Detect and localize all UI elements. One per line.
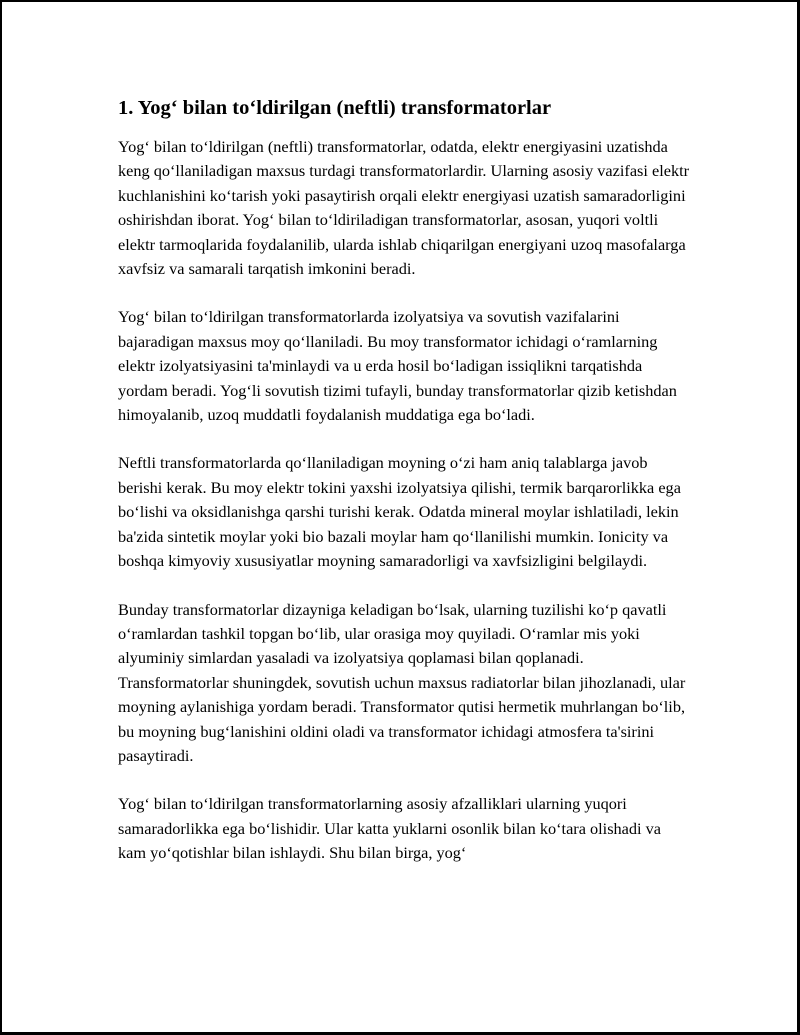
paragraph-1: Yog‘ bilan to‘ldirilgan (neftli) transformatorlar, odatda, elektr energiyasini uzatishda keng qo‘llaniladigan maxsus turdagi transformatorlardir. Ularning asosiy vazifasi elektr kuchlanishini ko‘tarish yoki pasaytirish orqali elektr energiyasi uzatish samaradorligini oshirishdan iborat. Yog‘ bilan to‘ldiriladigan transformatorlar, asosan, yuqori voltli elektr tarmoqlarida foydalanilib, ularda ishlab chiqarilgan energiyani uzoq masofalarga xavfsiz va samarali tarqatish imkonini beradi. bbox=[118, 137, 690, 279]
section-heading: 1. Yog‘ bilan to‘ldirilgan (neftli) transformatorlar bbox=[118, 97, 552, 119]
paragraph-2: Yog‘ bilan to‘ldirilgan transformatorlarda izolyatsiya va sovutish vazifalarini bajaradigan maxsus moy qo‘llaniladi. Bu moy transformator ichidagi o‘ramlarning elektr izolyatsiyasini ta'minlaydi va u erda hosil bo‘ladigan issiqlikni tarqatishda yordam beradi. Yog‘li sovutish tizimi tufayli, bunday transformatorlar qizib ketishdan himoyalanib, uzoq muddatli foydalanish muddatiga ega bo‘ladi. bbox=[118, 307, 677, 425]
paragraph-5: Yog‘ bilan to‘ldirilgan transformatorlarning asosiy afzalliklari ularning yuqori samaradorlikka ega bo‘lishidir. Ular katta yuklarni osonlik bilan ko‘tara olishadi va kam yo‘qotishlar bilan ishlaydi. Shu bilan birga, yog‘ bbox=[118, 794, 662, 863]
paragraph-3: Neftli transformatorlarda qo‘llaniladigan moyning o‘zi ham aniq talablarga javob berishi kerak. Bu moy elektr tokini yaxshi izolyatsiya qilishi, termik barqarorlikka ega bo‘lishi va oksidlanishga qarshi turishi kerak. Odatda mineral moylar ishlatiladi, lekin ba'zida sintetik moylar yoki bio bazali moylar ham qo‘llanilishi mumkin. Ionicity va boshqa kimyoviy xususiyatlar moyning samaradorligi va xavfsizligini belgilaydi. bbox=[118, 453, 681, 571]
paragraph-4: Bunday transformatorlar dizayniga keladigan bo‘lsak, ularning tuzilishi ko‘p qavatli o‘ramlardan tashkil topgan bo‘lib, ular orasiga moy quyiladi. O‘ramlar mis yoki alyuminiy simlardan yasaladi va izolyatsiya qoplamasi bilan qoplanadi. Transformatorlar shuningdek, sovutish uchun maxsus radiatorlar bilan jihozlanadi, ular moyning aylanishiga yordam beradi. Transformator qutisi hermetik muhrlangan bo‘lib, bu moyning bug‘lanishini oldini oladi va transformator ichidagi atmosfera ta'sirini pasaytiradi. bbox=[118, 599, 686, 765]
document-body bbox=[118, 95, 693, 866]
